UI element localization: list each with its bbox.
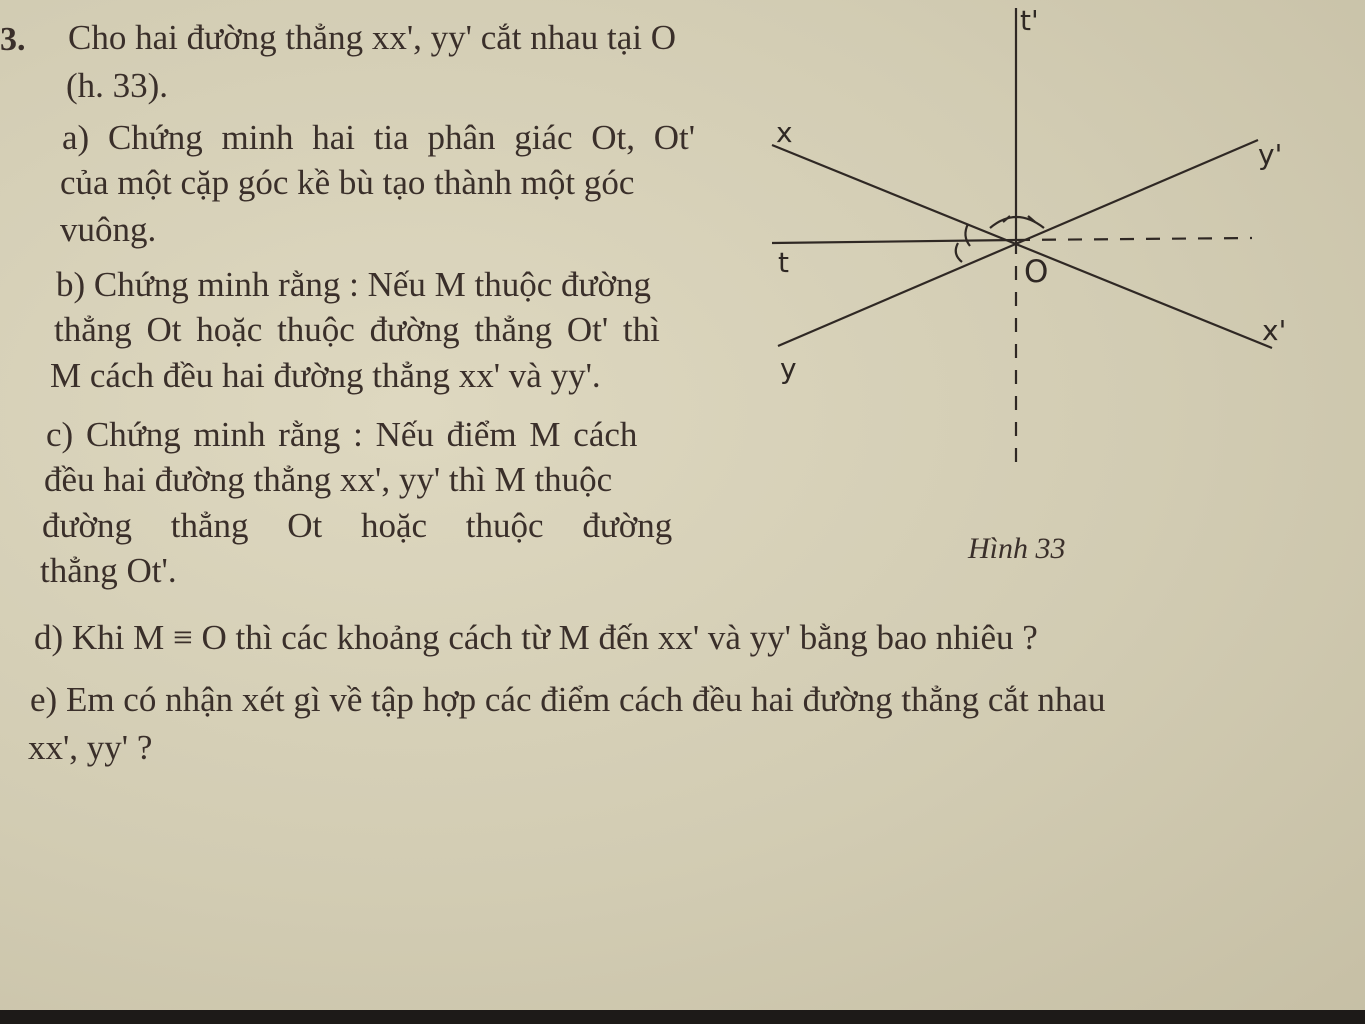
label-t: t (778, 246, 789, 279)
part-c-line-4: thẳng Ot'. (40, 551, 177, 590)
angle-mark-2 (956, 243, 962, 262)
part-b-line-1: b) Chứng minh rằng : Nếu M thuộc đường (56, 265, 651, 304)
figure-caption: Hình 33 (968, 532, 1066, 565)
part-a-line-1-text: a) Chứng minh hai tia phân giác Ot, Ot' (62, 118, 696, 157)
problem-number: 3. (0, 21, 26, 58)
part-c-line-2: đều hai đường thẳng xx', yy' thì M thuộc (44, 460, 613, 499)
ray-ot (772, 240, 1016, 243)
label-y: y (780, 352, 797, 385)
part-e-line-2: xx', yy' ? (28, 728, 153, 767)
label-x: x (776, 116, 793, 149)
page-bottom-edge (0, 1010, 1365, 1024)
part-a-line-2: của một cặp góc kề bù tạo thành một góc (60, 163, 635, 202)
intro-line-1: Cho hai đường thẳng xx', yy' cắt nhau tại O (68, 18, 677, 57)
part-b-line-3: M cách đều hai đường thẳng xx' và yy'. (50, 356, 601, 395)
label-t-prime: t' (1020, 4, 1039, 37)
part-b-line-2: thẳng Ot hoặc thuộc đường thẳng Ot' thì (54, 310, 660, 349)
ray-ot-dashed (1016, 238, 1252, 240)
angle-mark-1 (965, 224, 970, 246)
intro-line-2: (h. 33). (66, 66, 169, 105)
part-a-line-3: vuông. (60, 210, 157, 249)
part-c-line-1: c) Chứng minh rằng : Nếu điểm M cách (46, 415, 638, 454)
label-y-prime: y' (1258, 138, 1283, 171)
label-x-prime: x' (1262, 314, 1287, 347)
part-e-line-1: e) Em có nhận xét gì về tập hợp các điểm cách đều hai đường thẳng cắt nhau (30, 680, 1106, 719)
part-c-line-3: đường thẳng Ot hoặc thuộc đường (42, 506, 673, 545)
part-d-line: d) Khi M ≡ O thì các khoảng cách từ M đến xx' và yy' bằng bao nhiêu ? (34, 618, 1038, 657)
label-o: O (1024, 254, 1049, 290)
